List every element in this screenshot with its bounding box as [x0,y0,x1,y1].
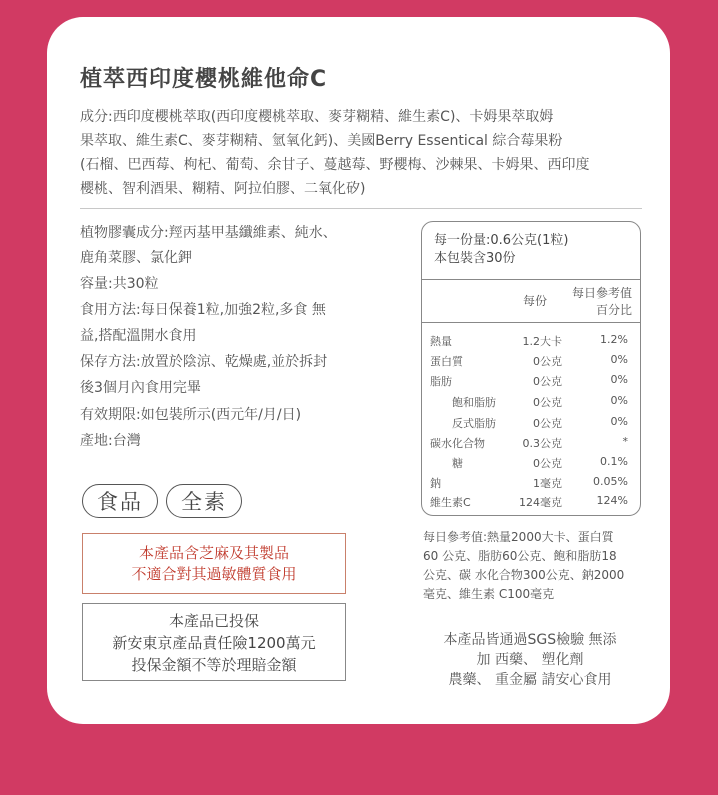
panel-divider [422,279,640,280]
badge-group [82,484,242,518]
nutrient-per-serving: 124毫克 [519,496,562,509]
section-divider [80,208,642,209]
sgs-line: 本產品皆通過SGS檢驗 無添 [443,632,617,648]
nutrient-row [422,475,640,495]
nutrient-per-serving: 1毫克 [533,477,562,490]
ingredients-text [80,105,650,201]
allergy-warning-box [82,533,346,594]
nutrient-row [422,415,640,435]
capsule-ingredients: 植物膠囊成分:羥丙基甲基纖維素、純水、 [80,225,337,241]
nutrient-per-serving: 0公克 [533,396,562,409]
nutrient-per-serving: 0公克 [533,457,562,470]
nutrient-per-serving: 0公克 [533,375,562,388]
serving-info [434,232,568,268]
sgs-statement [415,630,645,690]
nutrient-row [422,333,640,353]
ingredients-line: 櫻桃、智利酒果、糊精、阿拉伯膠、二氧化矽) [80,181,366,197]
nutrient-name: 脂肪 [430,375,452,388]
header-daily-value [572,284,632,318]
nutrient-daily-value: 0% [610,394,628,407]
nutrient-row [422,455,640,475]
nutrient-daily-value: 1.2% [600,333,628,346]
nutrient-daily-value: 0.05% [593,475,628,488]
footnote-line: 60 公克、脂肪60公克、飽和脂肪18 [423,549,617,563]
capacity: 容量:共30粒 [80,276,159,292]
food-badge: 食品 [82,484,158,518]
nutrient-daily-value: 0% [610,415,628,428]
origin: 產地:台灣 [80,433,141,449]
footnote-line: 公克、碳 水化合物300公克、鈉2000 [423,568,625,582]
nutrient-name: 熱量 [430,335,452,348]
sgs-line: 加 西藥、 塑化劑 [476,652,584,668]
product-title: 植萃西印度櫻桃維他命C [80,67,328,92]
nutrient-name: 維生素C [430,496,471,509]
nutrient-name: 碳水化合物 [430,437,485,450]
insurance-box [82,603,346,681]
nutrient-daily-value: * [622,435,628,448]
nutrient-daily-value: 124% [596,494,628,507]
nutrition-panel [421,221,641,516]
storage-method-cont: 後3個月內食用完畢 [80,380,201,396]
panel-divider [422,322,640,323]
capsule-ingredients-cont: 鹿角菜膠、氯化鉀 [80,250,192,266]
usage-directions-cont: 益,搭配溫開水食用 [80,328,197,344]
ingredients-line: 果萃取、維生素C、麥芽糊精、氫氧化鈣)、美國Berry Essentical 綜合莓果粉 [80,133,563,149]
usage-directions: 食用方法:每日保養1粒,加強2粒,多食 無 [80,302,326,318]
ingredients-line: 成分:西印度櫻桃萃取(西印度櫻桃萃取、麥芽糊精、維生素C)、卡姆果萃取姆 [80,109,554,125]
nutrient-per-serving: 0公克 [533,355,562,368]
serving-size: 每一份量:0.6公克(1粒) [434,233,569,248]
ingredients-line: (石榴、巴西莓、枸杞、葡萄、余甘子、蔓越莓、野櫻梅、沙棘果、卡姆果、西印度 [80,157,590,173]
footnote-line: 每日參考值:熱量2000大卡、蛋白質 [423,530,614,544]
nutrient-daily-value: 0.1% [600,455,628,468]
storage-method: 保存方法:放置於陰涼、乾燥處,並於拆封 [80,354,328,370]
nutrient-daily-value: 0% [610,353,628,366]
insurance-line: 新安東京產品責任險1200萬元 [112,634,316,652]
allergy-line: 不適合對其過敏體質食用 [131,565,297,583]
nutrient-per-serving: 1.2大卡 [522,335,562,348]
nutrient-per-serving: 0.3公克 [522,437,562,450]
nutrient-name: 鈉 [430,477,441,490]
vegan-badge: 全素 [166,484,242,518]
nutrient-name: 飽和脂肪 [452,396,496,409]
nutrient-row [422,394,640,414]
header-per-serving: 每份 [523,294,548,308]
nutrient-daily-value: 0% [610,373,628,386]
nutrient-per-serving: 0公克 [533,417,562,430]
nutrient-name: 反式脂肪 [452,417,496,430]
sgs-line: 農藥、 重金屬 請安心食用 [448,672,612,688]
insurance-line: 投保金額不等於理賠金額 [131,656,297,674]
footnote-line: 毫克、維生素 C100毫克 [423,587,555,601]
header-daily-value-line: 百分比 [595,303,632,317]
header-daily-value-line: 每日參考值 [571,286,632,300]
nutrient-row [422,435,640,455]
daily-value-footnote [423,528,648,604]
nutrient-row [422,494,640,514]
expiry-date: 有效期限:如包裝所示(西元年/月/日) [80,407,302,423]
nutrient-name: 糖 [452,457,463,470]
nutrient-name: 蛋白質 [430,355,463,368]
allergy-line: 本產品含芝麻及其製品 [138,544,289,562]
nutrient-row [422,373,640,393]
nutrient-row [422,353,640,373]
servings-per-package: 本包裝含30份 [434,251,516,266]
insurance-line: 本產品已投保 [168,612,259,630]
